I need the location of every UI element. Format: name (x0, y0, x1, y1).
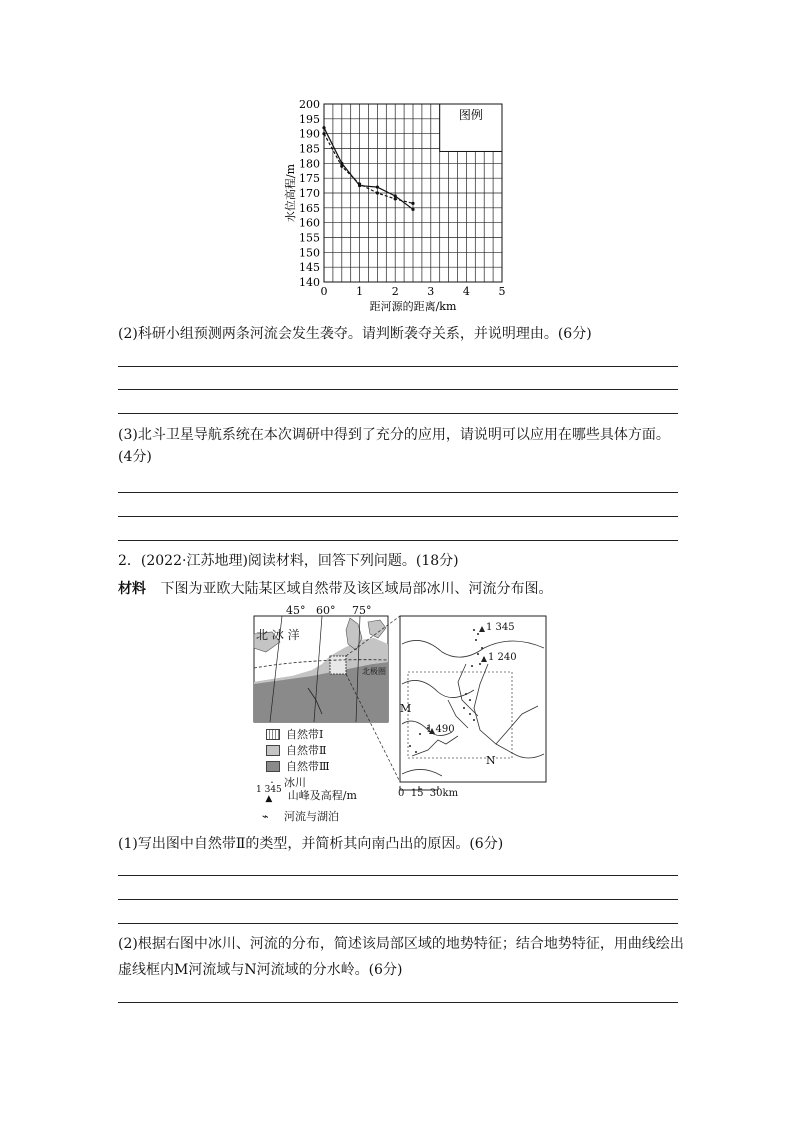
map-figure (252, 604, 552, 824)
elevation-line-chart (282, 95, 522, 320)
answer-line[interactable] (118, 516, 678, 517)
x-tick-label: 1 (356, 285, 364, 298)
y-tick-label: 150 (299, 246, 320, 260)
data-point (411, 208, 414, 211)
data-point (394, 194, 397, 197)
x-tick-label: 4 (462, 285, 470, 298)
y-tick-label: 145 (299, 261, 320, 275)
legend-label: 自然带Ⅲ (286, 760, 330, 773)
item-2-title: 2．(2022·江苏地理)阅读材料，回答下列问题。(18分) (118, 553, 459, 569)
x-axis-label: 距河源的距离/km (369, 300, 457, 313)
peak-elevation-label: 1 490 (426, 724, 455, 735)
swatch-zone-3 (266, 761, 280, 772)
peak-icon: 1 345 ▲ (256, 785, 282, 804)
arctic-circle-label: 北极圈 (362, 667, 386, 676)
data-point (322, 126, 325, 129)
sub-question-2-line-1: (2)根据右图中冰川、河流的分布，简述该局部区域的地势特征；结合地势特征，用曲线绘出 (118, 936, 684, 952)
data-point (376, 185, 379, 188)
longitude-label: 45° (286, 604, 306, 617)
legend-label: 自然带Ⅱ (286, 744, 327, 757)
question-3: (3)北斗卫星导航系统在本次调研中得到了充分的应用，请说明可以应用在哪些具体方面。(4分) (118, 427, 670, 465)
x-tick-label: 2 (391, 285, 399, 298)
legend-title: 图例 (458, 108, 483, 122)
legend-river (262, 808, 339, 824)
material (118, 578, 552, 600)
peak-elevation-label: 1 240 (488, 652, 517, 663)
legend-zone-2 (266, 742, 326, 758)
x-tick-label: 0 (320, 285, 328, 298)
swatch-zone-1 (266, 729, 280, 740)
legend-label: 山峰及高程/m (287, 789, 357, 802)
data-point (358, 183, 361, 186)
river-n-label: N (486, 754, 496, 767)
swatch-zone-2 (266, 745, 280, 756)
peak-elevation-label: 1 345 (486, 622, 515, 633)
y-tick-label: 175 (299, 172, 320, 186)
answer-line[interactable] (118, 366, 678, 367)
answer-line[interactable] (118, 923, 678, 924)
y-tick-label: 190 (299, 127, 320, 141)
x-tick-label: 3 (427, 285, 435, 298)
legend-peak (256, 786, 357, 804)
river-m-label: M (400, 702, 412, 715)
arctic-ocean-label: 北 冰 洋 (256, 628, 300, 642)
longitude-label: 60° (316, 604, 336, 617)
answer-line[interactable] (118, 899, 678, 900)
answer-line[interactable] (118, 492, 678, 493)
sub-question-2-line-2: 虚线框内M河流域与N河流域的分水岭。(6分) (118, 962, 403, 978)
question-2: (2)科研小组预测两条河流会发生袭夺。请判断袭夺关系，并说明理由。(6分) (118, 326, 592, 342)
y-tick-label: 165 (299, 201, 320, 215)
material-label: 材料 (118, 581, 146, 597)
x-tick-label: 5 (498, 285, 506, 298)
glacier-dot-icon: · (270, 775, 274, 789)
y-tick-label: 180 (299, 157, 320, 171)
data-point (340, 165, 343, 168)
legend-label: 河流与湖泊 (284, 810, 339, 823)
data-point (394, 197, 397, 200)
sub-question-1: (1)写出图中自然带Ⅱ的类型，并简析其向南凸出的原因。(6分) (118, 836, 504, 852)
answer-line[interactable] (118, 1002, 678, 1003)
y-tick-label: 160 (299, 216, 320, 230)
y-axis-label: 水位高程/m (284, 163, 297, 223)
scale-bar-label: 0 15 30km (398, 788, 459, 799)
answer-line[interactable] (118, 875, 678, 876)
y-tick-label: 155 (299, 231, 320, 245)
legend-label: 自然带Ⅰ (286, 728, 324, 741)
river-icon: ⌁ (262, 809, 269, 823)
legend-zone-1 (266, 726, 323, 742)
y-tick-label: 140 (299, 276, 320, 289)
data-point (322, 132, 325, 135)
data-point (411, 202, 414, 205)
y-tick-label: 200 (299, 98, 320, 111)
answer-line[interactable] (118, 389, 678, 390)
y-tick-label: 170 (299, 187, 320, 200)
answer-line[interactable] (118, 540, 678, 541)
material-text: 下图为亚欧大陆某区域自然带及该区域局部冰川、河流分布图。 (160, 581, 553, 597)
legend-zone-3 (266, 758, 330, 774)
legend-label: 冰川 (284, 776, 306, 789)
longitude-label: 75° (352, 604, 372, 617)
data-point (340, 162, 343, 165)
y-tick-label: 195 (299, 112, 320, 126)
chart-area (282, 95, 522, 320)
y-tick-label: 185 (299, 142, 320, 156)
data-point (376, 191, 379, 194)
answer-line[interactable] (118, 413, 678, 414)
